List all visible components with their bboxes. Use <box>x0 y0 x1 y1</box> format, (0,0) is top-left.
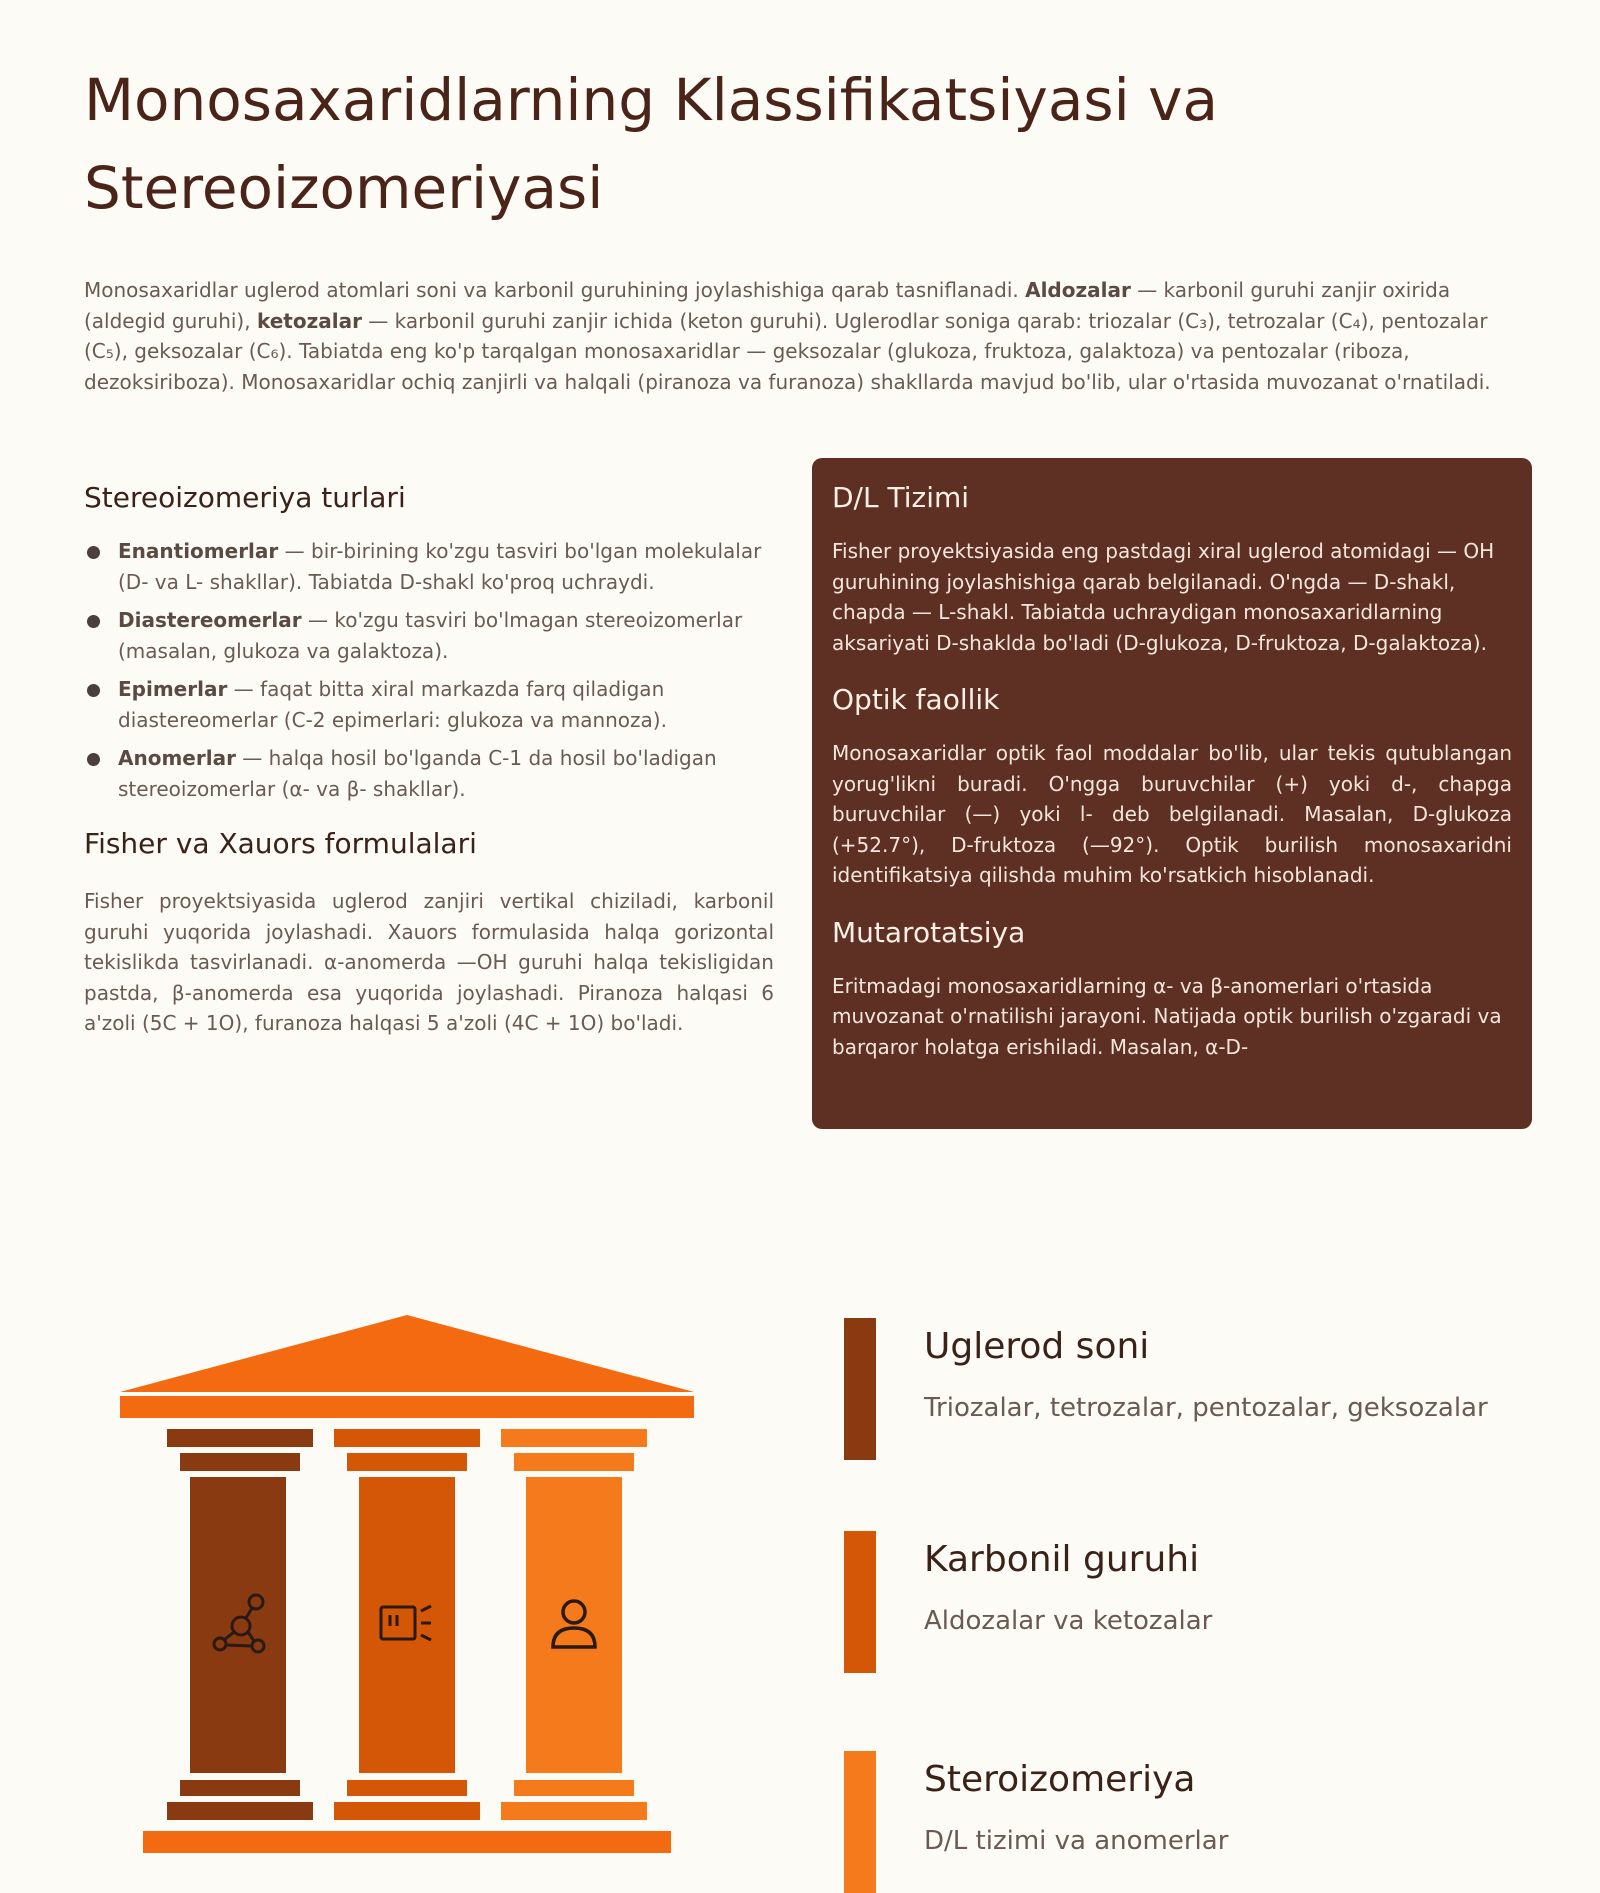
category-desc: Triozalar, tetrozalar, pentozalar, geksozalar <box>924 1393 1488 1423</box>
pillar-1-base <box>167 1802 313 1820</box>
pillar-2-capital-lower <box>347 1453 467 1471</box>
stereo-heading: Stereoizomeriya turlari <box>84 481 406 514</box>
page-title: Monosaxaridlarning Klassifikatsiyasi va Stereoizomeriyasi <box>84 66 1219 222</box>
pillar-3-capital-lower <box>514 1453 634 1471</box>
category-bar <box>844 1751 876 1893</box>
bullet-icon <box>87 753 100 766</box>
category-desc: Aldozalar va ketozalar <box>924 1606 1213 1636</box>
optic-heading: Optik faollik <box>832 683 1000 716</box>
pillar-1-capital <box>167 1429 313 1447</box>
pillar-3-shaft <box>526 1477 622 1773</box>
category-bar <box>844 1531 876 1673</box>
temple-roof <box>120 1315 694 1392</box>
list-item-text: — faqat bitta xiral markazda farq qiladigan diastereomerlar (C-2 epimerlari: glukoza va mannoza). <box>118 677 667 732</box>
temple-foundation <box>143 1831 671 1853</box>
intro-text: — karbonil guruhi zanjir ichida (keton guruhi). Uglerodlar soniga qarab: triozalar (C₃), tetrozalar (C₄), pentozalar (C₅), geksozalar (C₆). Tabiatda eng ko'p tarqalgan monosaxaridlar — geksozalar (glukoza, fruktoza, galaktoza) va pentozalar (riboza, dezoksiriboza). Monosaxaridlar ochiq zanjirli va halqali (piranoza va furanoza) shakllarda mavjud bo'lib, ular o'rtasida muvozanat o'rnatiladi. <box>84 308 1491 394</box>
list-item-term: Enantiomerlar <box>118 539 279 563</box>
category-title: Uglerod soni <box>924 1326 1150 1367</box>
list-item-text: — ko'zgu tasviri bo'lmagan stereoizomerlar (masalan, glukoza va galaktoza). <box>118 608 743 663</box>
pillar-2-base <box>334 1802 480 1820</box>
temple-roof-base <box>120 1396 694 1418</box>
list-item-term: Anomerlar <box>118 746 236 770</box>
pillar-2-shaft <box>359 1477 455 1773</box>
pillar-1-base-upper <box>180 1780 300 1796</box>
list-item <box>84 674 774 735</box>
pillar-2-capital <box>334 1429 480 1447</box>
info-panel <box>812 458 1532 1129</box>
category-title: Steroizomeriya <box>924 1759 1196 1800</box>
intro-text: — karbonil guruhi zanjir oxirida (aldegid guruhi), <box>84 278 1451 333</box>
stereo-list <box>84 536 774 804</box>
dl-paragraph: Fisher proyektsiyasida eng pastdagi xiral uglerod atomidagi — OH guruhining joylashishiga qarab belgilanadi. O'ngda — D-shakl, chapda — L-shakl. Tabiatda uchraydigan monosaxaridlarning aksariyati D-shaklda bo'ladi (D-glukoza, D-fruktoza, D-galaktoza). <box>832 539 1495 655</box>
pillar-3-base-upper <box>514 1780 634 1796</box>
temple-illustration <box>110 1310 710 1867</box>
list-item-term: Diastereomerlar <box>118 608 302 632</box>
bullet-icon <box>87 684 100 697</box>
pillar-2-base-upper <box>347 1780 467 1796</box>
list-item <box>84 536 774 597</box>
bullet-icon <box>87 546 100 559</box>
intro-text: Monosaxaridlar uglerod atomlari soni va karbonil guruhining joylashishiga qarab tasniflanadi. <box>84 278 1026 302</box>
intro-term-ketozalar: ketozalar <box>256 308 362 333</box>
pillar-3-base <box>501 1802 647 1820</box>
pillar-1-capital-lower <box>180 1453 300 1471</box>
fisher-heading: Fisher va Xauors formulalari <box>84 827 477 860</box>
pillar-1-shaft <box>190 1477 286 1773</box>
left-column <box>84 478 774 1039</box>
optic-paragraph: Monosaxaridlar optik faol moddalar bo'lib, ular tekis qutublangan yorug'likni buradi. O'ngga buruvchilar (+) yoki d-, chapga buruvchilar (—) yoki l- deb belgilanadi. Masalan, D-glukoza (+52.7°), D-fruktoza (—92°). Optik burilish monosaxaridni identifikatsiya qilishda muhim ko'rsatkich hisoblanadi. <box>832 741 1512 887</box>
list-item-term: Epimerlar <box>118 677 228 701</box>
list-item-text: — halqa hosil bo'lganda C-1 da hosil bo'ladigan stereoizomerlar (α- va β- shakllar). <box>118 746 717 801</box>
muta-heading: Mutarotatsiya <box>832 915 1026 949</box>
pillar-3-capital <box>501 1429 647 1447</box>
category-title: Karbonil guruhi <box>924 1539 1200 1580</box>
list-item-text: — bir-birining ko'zgu tasviri bo'lgan molekulalar (D- va L- shakllar). Tabiatda D-shakl ko'proq uchraydi. <box>118 539 762 594</box>
list-item <box>84 605 774 666</box>
dl-heading: D/L Tizimi <box>832 481 970 514</box>
list-item <box>84 743 774 804</box>
intro-paragraph <box>84 275 1496 397</box>
bullet-icon <box>87 615 100 628</box>
category-desc: D/L tizimi va anomerlar <box>924 1826 1229 1856</box>
intro-term-aldozalar: Aldozalar <box>1025 278 1131 302</box>
muta-paragraph: Eritmadagi monosaxaridlarning α- va β-anomerlari o'rtasida muvozanat o'rnatilishi jarayoni. Natijada optik burilish o'zgaradi va barqaror holatga erishiladi. Masalan, α-D- <box>832 973 1502 1059</box>
category-bar <box>844 1318 876 1460</box>
fisher-paragraph: Fisher proyektsiyasida uglerod zanjiri vertikal chiziladi, karbonil guruhi yuqorida joylashadi. Xauors formulasida halqa gorizontal tekislikda tasvirlanadi. α-anomerda —OH guruhi halqa tekisligidan pastda, β-anomerda esa yuqorida joylashadi. Piranoza halqasi 6 a'zoli (5C + 1O), furanoza halqasi 5 a'zoli (4C + 1O) bo'ladi. <box>84 889 774 1035</box>
